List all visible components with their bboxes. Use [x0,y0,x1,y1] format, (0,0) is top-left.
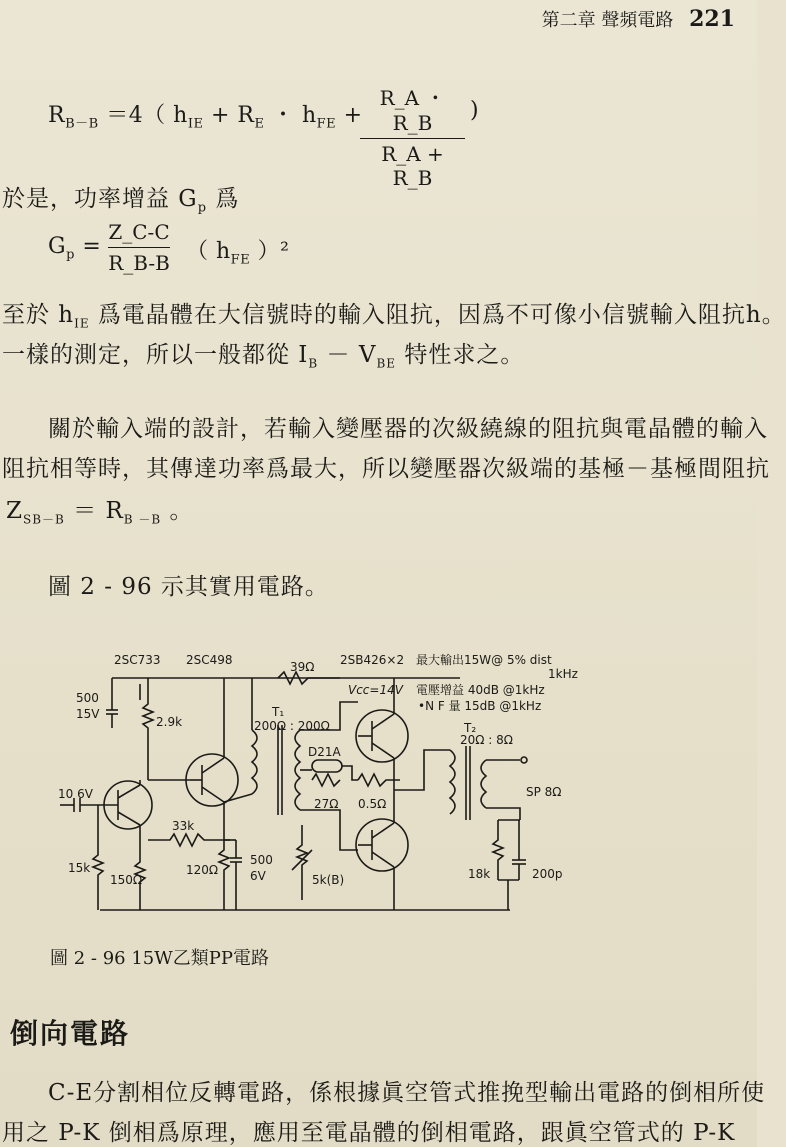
para1-l2-b: － V [318,342,377,368]
figure-reference: 圖 2 - 96 示其實用電路。 [48,574,329,600]
para1-l1-a: 至於 h [2,302,75,328]
eq2-fraction-bar [108,247,170,248]
eq2-lhs-sub: p [66,247,75,263]
label-2sc733: 2SC733 [114,653,161,667]
eq1-denominator: R_A + R_B [381,142,444,190]
eq2-lhs: G [48,234,67,259]
label-d21a: D21A [308,745,341,759]
label-spec1: 最大輸出15W@ 5% dist [416,653,552,667]
label-vcc: Vcc=14V [348,683,403,697]
para2-line1: 關於輸入端的設計，若輸入變壓器的次級繞線的阻抗與電晶體的輸入 [48,416,768,442]
t2-primary [450,750,455,814]
eq2-denominator: R_B-B [108,251,170,275]
eq1-fraction [360,82,465,190]
label-spec1b: 1kHz [548,667,578,681]
eq1-hfe-sub: FE [316,116,337,132]
para1-l1-b: 爲電晶體在大信號時的輸入阻抗，因爲不可像小信號輸入阻抗h [89,302,762,328]
label-spec3: •N F 量 15dB @1kHz [418,699,542,713]
resistor-27 [312,774,340,786]
chapter-title: 第二章 聲頻電路 [541,10,674,31]
eq1-lhs: R [48,103,66,128]
para1-line1 [2,296,786,331]
gain-intro-sub: p [197,200,208,216]
eq1-mid3: ・ h [271,103,317,128]
label-c15v: 15V [76,707,100,721]
label-18k: 18k [468,867,491,881]
figure-caption: 圖 2 - 96 15W乙類PP電路 [50,948,269,969]
eq1-mid2: + R [210,103,255,128]
resistor-120 [219,840,229,910]
diode-d21a [312,760,342,772]
label-c500: 500 [76,691,99,705]
para3-line1: C-E分割相位反轉電路，係根據眞空管式推挽型輸出電路的倒相所使 [48,1080,766,1106]
para2-l3-c: 。 [161,498,194,524]
eq2-rhs-end: ）² [250,239,290,264]
resistor-15k [93,840,103,910]
label-39: 39Ω [290,660,315,674]
eq2-rhs [186,234,290,267]
label-2sb426: 2SB426×2 [340,653,405,667]
eq2-fraction [108,220,170,275]
label-15k: 15k [68,861,91,875]
resistor-33k [148,834,230,846]
eq1-hie-sub: IE [187,116,204,132]
label-150: 150Ω [110,873,143,887]
t2-secondary [481,760,486,808]
section-title: 倒向電路 [10,1017,131,1050]
para1-l2-c: 特性求之。 [396,342,525,368]
eq1-fraction-bar [360,138,465,139]
label-t1-ratio: 200Ω : 200Ω [254,719,330,733]
para1-l1-sub: IE [74,316,90,331]
para2-l3-a: Z [6,498,23,524]
eq2-eq: = [82,234,102,259]
equation-gp [48,234,101,262]
para1-l1-c: 。 [761,302,786,328]
para1-l2-sub2: BE [376,356,397,371]
t1-primary [252,730,257,794]
gain-intro-text: 於是，功率增益 G [2,186,198,212]
label-2k9: 2.9k [156,715,183,729]
eq1-re-sub: E [254,116,265,132]
eq1-close: ) [470,98,480,123]
label-05: 0.5Ω [358,797,387,811]
eq1-mid4: + [343,103,363,128]
para2-line2: 阻抗相等時，其傳達功率爲最大，所以變壓器次級端的基極－基極間阻抗 [2,456,770,482]
eq1-mid: ＝4（ h [106,103,188,128]
para2-line3 [6,492,194,528]
resistor-18k [493,820,503,880]
t1-secondary [295,730,300,810]
gain-intro-end: 爲 [207,186,240,212]
label-2sc498: 2SC498 [186,653,233,667]
label-33k: 33k [172,819,195,833]
label-cin: 10 6V [58,787,93,801]
eq2-rhs-sub: FE [230,252,251,268]
resistor-2k9 [143,678,153,780]
page-number: 221 [689,6,735,32]
label-120: 120Ω [186,863,219,877]
label-t2-ratio: 20Ω : 8Ω [460,733,513,747]
para1-l2-sub: B [308,356,319,371]
para2-l3-sub2: B －B [123,512,162,527]
label-spec2: 電壓增益 40dB @1kHz [416,683,545,697]
label-t2: T₂ [464,721,477,735]
eq1-lhs-sub: B－B [65,116,99,132]
equation-rbb [48,98,363,131]
eq2-numerator: Z_C-C [108,220,170,244]
label-5k: 5k(B) [312,873,345,887]
para2-l3-b: ＝ R [64,498,124,524]
label-c500b: 500 [250,853,273,867]
label-c6v: 6V [250,869,266,883]
label-200p: 200p [532,867,563,881]
para1-line2 [2,336,524,371]
para2-l3-sub: SB－B [22,512,65,527]
circuit-diagram [40,640,600,930]
para3-line2: 用之 P-K 倒相爲原理，應用至電晶體的倒相電路，跟眞空管式的 P-K [2,1120,736,1146]
para1-l2-a: 一樣的測定，所以一般都從 I [2,342,309,368]
label-sp: SP 8Ω [526,785,562,799]
label-t1: T₁ [272,705,285,719]
gain-intro-line [2,180,239,216]
eq1-numerator: R_A ・ R_B [379,86,446,135]
eq2-rhs-text: （ h [186,239,231,264]
label-27: 27Ω [314,797,339,811]
page-header [542,6,735,32]
